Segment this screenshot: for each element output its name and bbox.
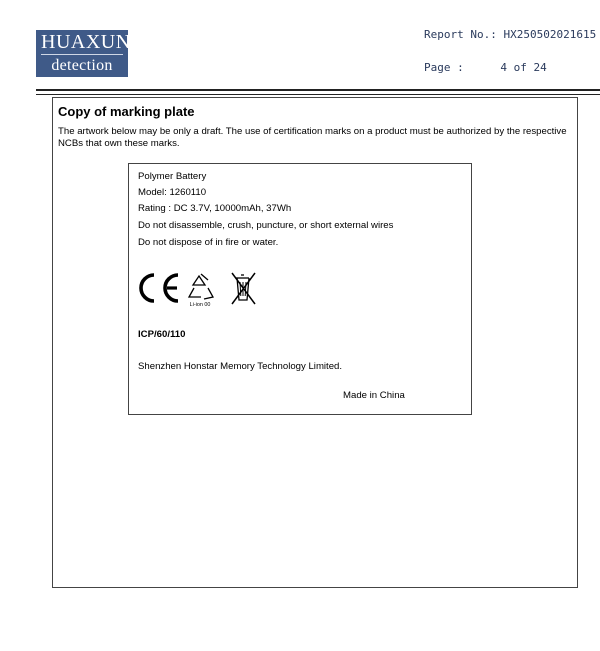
crossed-bin-icon	[232, 273, 255, 304]
report-number-value: HX250502021615	[503, 28, 597, 41]
header-rule-thin	[36, 94, 600, 95]
page-number-line	[424, 61, 547, 74]
country-of-origin: Made in China	[343, 390, 405, 401]
section-title: Copy of marking plate	[58, 104, 195, 119]
company-logo	[36, 30, 131, 77]
plate-line-warning-disassemble: Do not disassemble, crush, puncture, or short external wires	[138, 220, 394, 231]
page-label: Page :	[424, 61, 464, 74]
report-number-label: Report No.:	[424, 28, 497, 41]
intro-text: The artwork below may be only a draft. The use of certification marks on a product must be authorized by the respective NCBs that own these marks.	[58, 126, 567, 149]
plate-line-warning-fire: Do not dispose of in fire or water.	[138, 237, 279, 248]
plate-line-model: Model: 1260110	[138, 187, 207, 198]
page-value: 4 of 24	[500, 61, 547, 74]
report-number-line	[424, 28, 596, 41]
manufacturer-name: Shenzhen Honstar Memory Technology Limited.	[138, 361, 343, 372]
certification-marks	[136, 268, 276, 308]
plate-line-rating: Rating : DC 3.7V, 10000mAh, 37Wh	[138, 203, 292, 214]
ce-mark-icon	[141, 275, 178, 301]
recycle-icon	[189, 274, 213, 308]
logo-text-bottom: detection	[51, 57, 113, 74]
header-rule-thick	[36, 89, 600, 91]
cell-designation: ICP/60/110	[138, 329, 186, 340]
plate-line-product: Polymer Battery	[138, 171, 207, 182]
logo-text-top: HUAXUN	[41, 31, 131, 53]
recycle-label: Li-ion 00	[189, 302, 211, 308]
